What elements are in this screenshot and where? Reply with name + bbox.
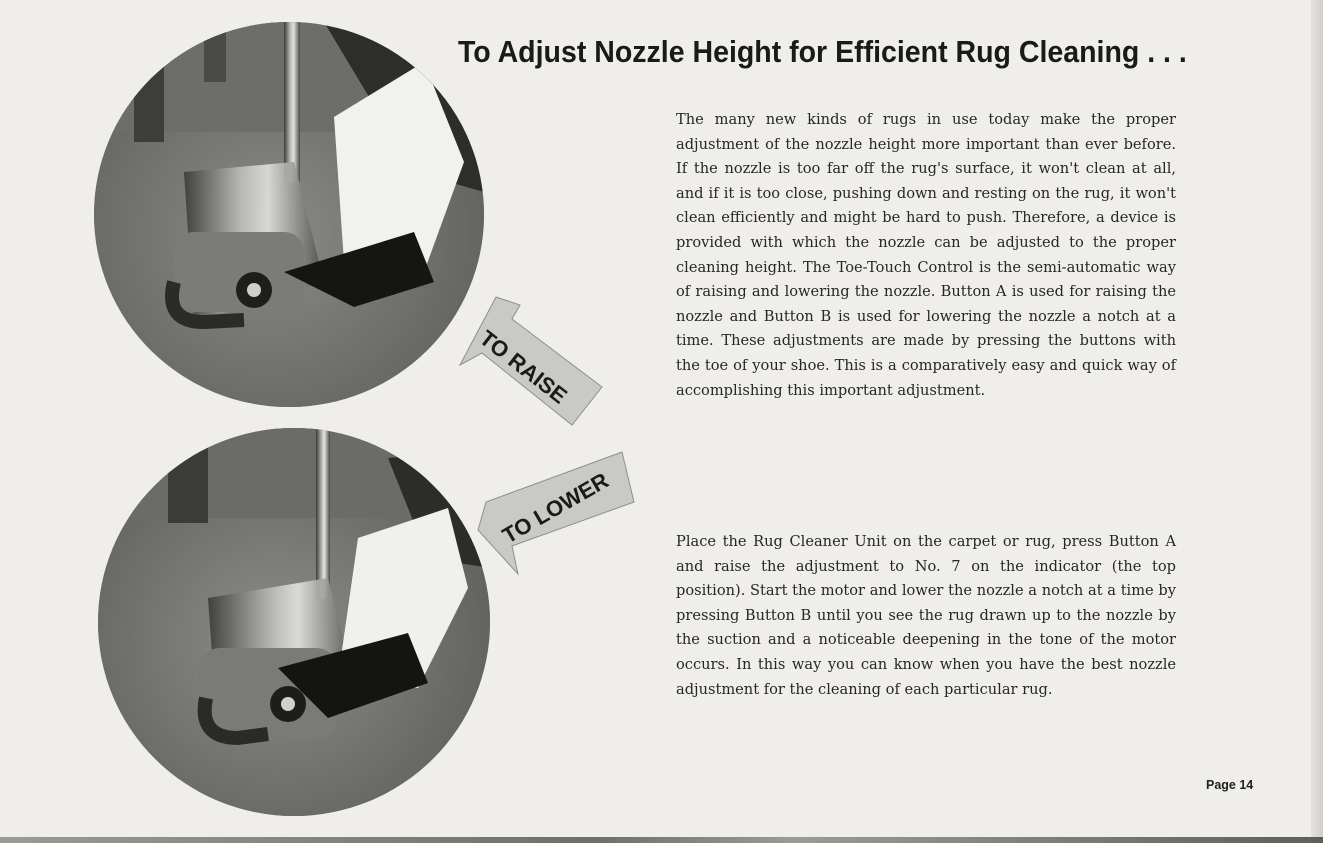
paragraph-intro: The many new kinds of rugs in use today make the proper adjustment of the nozzle height more important than ever before. If the nozzle is too far off the rug's surface, it won't clean at all, and if it is too close, pushing down and resting on the rug, it won't clean efficiently and might be hard to push. Therefore, a device is provided with which the nozzle can be adjusted to the proper cleaning height. The Toe-Touch Control is the semi-automatic way of raising and lowering the nozzle. Button A is used for raising the nozzle and Button B is used for lowering the nozzle a notch at a time. These adjustments are made by pressing the buttons with the toe of your shoe. This is a comparatively easy and quick way of accomplishing this important adjustment. bbox=[676, 111, 1176, 399]
arrow-to-lower-label: TO LOWER bbox=[498, 467, 613, 549]
arrow-to-raise-label: TO RAISE bbox=[474, 325, 572, 409]
page-number: Page 14 bbox=[1206, 778, 1254, 792]
photo-lower-nozzle bbox=[98, 428, 490, 816]
page-title: To Adjust Nozzle Height for Efficient Rug Cleaning . . . bbox=[458, 34, 1187, 69]
page-bottom-edge bbox=[0, 837, 1323, 843]
paragraph-instructions: Place the Rug Cleaner Unit on the carpet or rug, press Button A and raise the adjustment to No. 7 on the indicator (the top position). Start the motor and lower the nozzle a notch at a time by pressing Button B until you see the rug drawn up to the nozzle by the suction and a noticeable deepening in the tone of the motor occurs. In this way you can know when you have the best nozzle adjustment for the cleaning of each particular rug. bbox=[676, 533, 1176, 698]
arrow-to-lower bbox=[472, 440, 642, 575]
photo-raise-nozzle bbox=[94, 22, 484, 407]
page-edge bbox=[1311, 0, 1323, 843]
arrow-to-raise bbox=[452, 295, 622, 430]
